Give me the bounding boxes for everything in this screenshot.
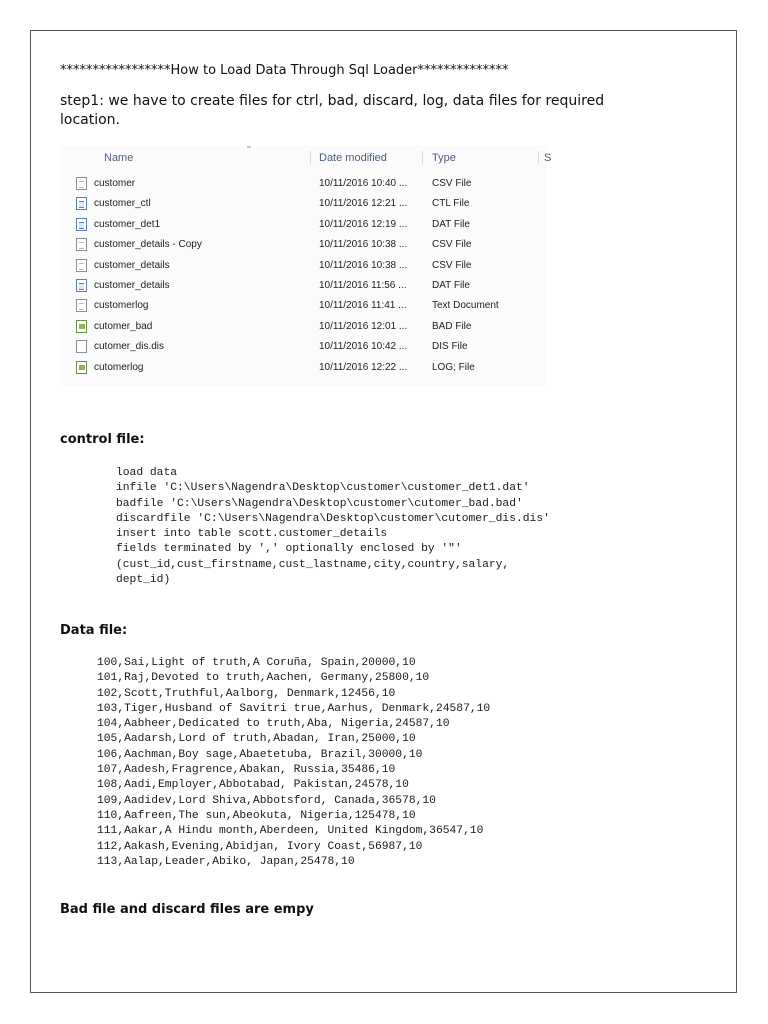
file-name: cutomerlog <box>94 361 144 373</box>
file-date-modified: 10/11/2016 11:41 ... <box>319 300 407 312</box>
data-file-code <box>97 656 490 870</box>
explorer-column-header <box>60 146 552 170</box>
data-line: 107,Aadesh,Fragrence,Abakan, Russia,35486,10 <box>97 764 396 777</box>
file-date-modified: 10/11/2016 12:01 ... <box>319 320 408 332</box>
bad-file-icon <box>76 320 87 333</box>
file-name: customer <box>94 178 136 189</box>
file-date-modified: 10/11/2016 10:38 ... <box>319 259 408 271</box>
data-line: 112,Aakash,Evening,Abidjan, Ivory Coast,56987,10 <box>97 840 423 853</box>
file-name: customer_details <box>94 279 170 291</box>
column-size: S <box>544 152 552 164</box>
column-separator <box>538 151 539 164</box>
file-row[interactable] <box>60 317 547 337</box>
data-line: 108,Aadi,Employer,Abbotabad, Pakistan,24578,10 <box>97 779 409 792</box>
file-type: CSV File <box>432 178 472 189</box>
column-name: Name <box>104 152 134 164</box>
data-line: 104,Aabheer,Dedicated to truth,Aba, Nigeria,24587,10 <box>97 718 450 731</box>
data-line: 110,Aafreen,The sun,Abeokuta, Nigeria,125478,10 <box>97 809 416 822</box>
file-row[interactable] <box>60 276 547 296</box>
blank-file-icon <box>76 340 87 353</box>
data-line: 109,Aadidev,Lord Shiva,Abbotsford, Canada,36578,10 <box>97 794 436 807</box>
dat-file-icon <box>76 279 87 292</box>
file-type: BAD File <box>432 320 472 332</box>
file-date-modified: 10/11/2016 10:40 ... <box>319 178 408 189</box>
text-file-icon <box>76 177 87 190</box>
file-name: customer_det1 <box>94 218 161 230</box>
dat-file-icon <box>76 218 87 231</box>
file-date-modified: 10/11/2016 10:38 ... <box>319 239 408 251</box>
data-line: 113,Aalap,Leader,Abiko, Japan,25478,10 <box>97 855 355 868</box>
file-name: customer_details <box>94 259 170 271</box>
file-list <box>60 174 547 378</box>
file-name: cutomer_bad <box>94 320 153 332</box>
step1-text: step1: we have to create files for ctrl, bad, discard, log, data files for required location. <box>60 93 605 128</box>
bad-file-note: Bad file and discard files are empy <box>60 902 314 917</box>
file-name: customer_ctl <box>94 198 151 210</box>
file-date-modified: 10/11/2016 11:56 ... <box>319 279 407 291</box>
file-date-modified: 10/11/2016 12:19 ... <box>319 218 408 230</box>
ctl-file-icon <box>76 197 87 210</box>
data-line: 111,Aakar,A Hindu month,Aberdeen, United Kingdom,36547,10 <box>97 825 484 838</box>
column-separator <box>310 151 311 164</box>
file-name: customerlog <box>94 300 149 312</box>
file-row[interactable] <box>60 358 547 378</box>
file-explorer-screenshot <box>60 146 552 386</box>
file-row[interactable] <box>60 174 547 194</box>
file-type: DIS File <box>432 341 468 353</box>
text-file-icon <box>76 299 87 312</box>
data-line: 103,Tiger,Husband of Savitri true,Aarhus, Denmark,24587,10 <box>97 702 491 715</box>
file-row[interactable] <box>60 194 547 214</box>
file-type: Text Document <box>432 300 499 312</box>
file-row[interactable] <box>60 337 547 357</box>
header-scroll-dot <box>247 146 251 148</box>
column-date-modified: Date modified <box>319 152 387 164</box>
file-row[interactable] <box>60 296 547 316</box>
data-line: 105,Aadarsh,Lord of truth,Abadan, Iran,25000,10 <box>97 733 416 746</box>
file-name: cutomer_dis.dis <box>94 341 165 353</box>
file-type: CSV File <box>432 259 472 271</box>
file-row[interactable] <box>60 256 547 276</box>
text-file-icon <box>76 259 87 272</box>
data-line: 101,Raj,Devoted to truth,Aachen, Germany,25800,10 <box>97 672 430 685</box>
file-row[interactable] <box>60 235 547 255</box>
file-date-modified: 10/11/2016 10:42 ... <box>319 341 408 353</box>
data-line: 100,Sai,Light of truth,A Coruña, Spain,20000,10 <box>97 657 416 669</box>
file-date-modified: 10/11/2016 12:21 ... <box>319 198 408 210</box>
control-file-code: load data infile 'C:\Users\Nagendra\Desktop\customer\customer_det1.dat' badfile 'C:\Users\Nagendra\Desktop\customer\cutomer_bad.bad' discardfile 'C:\Users\Nagendra\Desktop\customer\cutomer_dis.dis' insert into table scott.customer_details fields terminated by ',' optionally enclosed by '"' (cust_id,cust_firstname,cust_lastname,city,country,salary, dept_id) <box>116 467 550 587</box>
document-title: *****************How to Load Data Through Sql Loader************** <box>60 63 509 78</box>
text-file-icon <box>76 238 87 251</box>
data-file-heading: Data file: <box>60 623 128 638</box>
log-file-icon <box>76 361 87 374</box>
file-type: CTL File <box>432 198 470 210</box>
data-line: 102,Scott,Truthful,Aalborg, Denmark,12456,10 <box>97 687 396 700</box>
file-type: CSV File <box>432 239 472 251</box>
file-type: DAT File <box>432 279 470 291</box>
column-separator <box>422 151 423 164</box>
file-name: customer_details - Copy <box>94 239 202 251</box>
column-type: Type <box>432 152 456 164</box>
file-row[interactable] <box>60 215 547 235</box>
file-type: DAT File <box>432 218 470 230</box>
file-date-modified: 10/11/2016 12:22 ... <box>319 361 408 373</box>
control-file-heading: control file: <box>60 432 145 447</box>
data-line: 106,Aachman,Boy sage,Abaetetuba, Brazil,30000,10 <box>97 748 423 761</box>
file-type: LOG; File <box>432 361 475 373</box>
